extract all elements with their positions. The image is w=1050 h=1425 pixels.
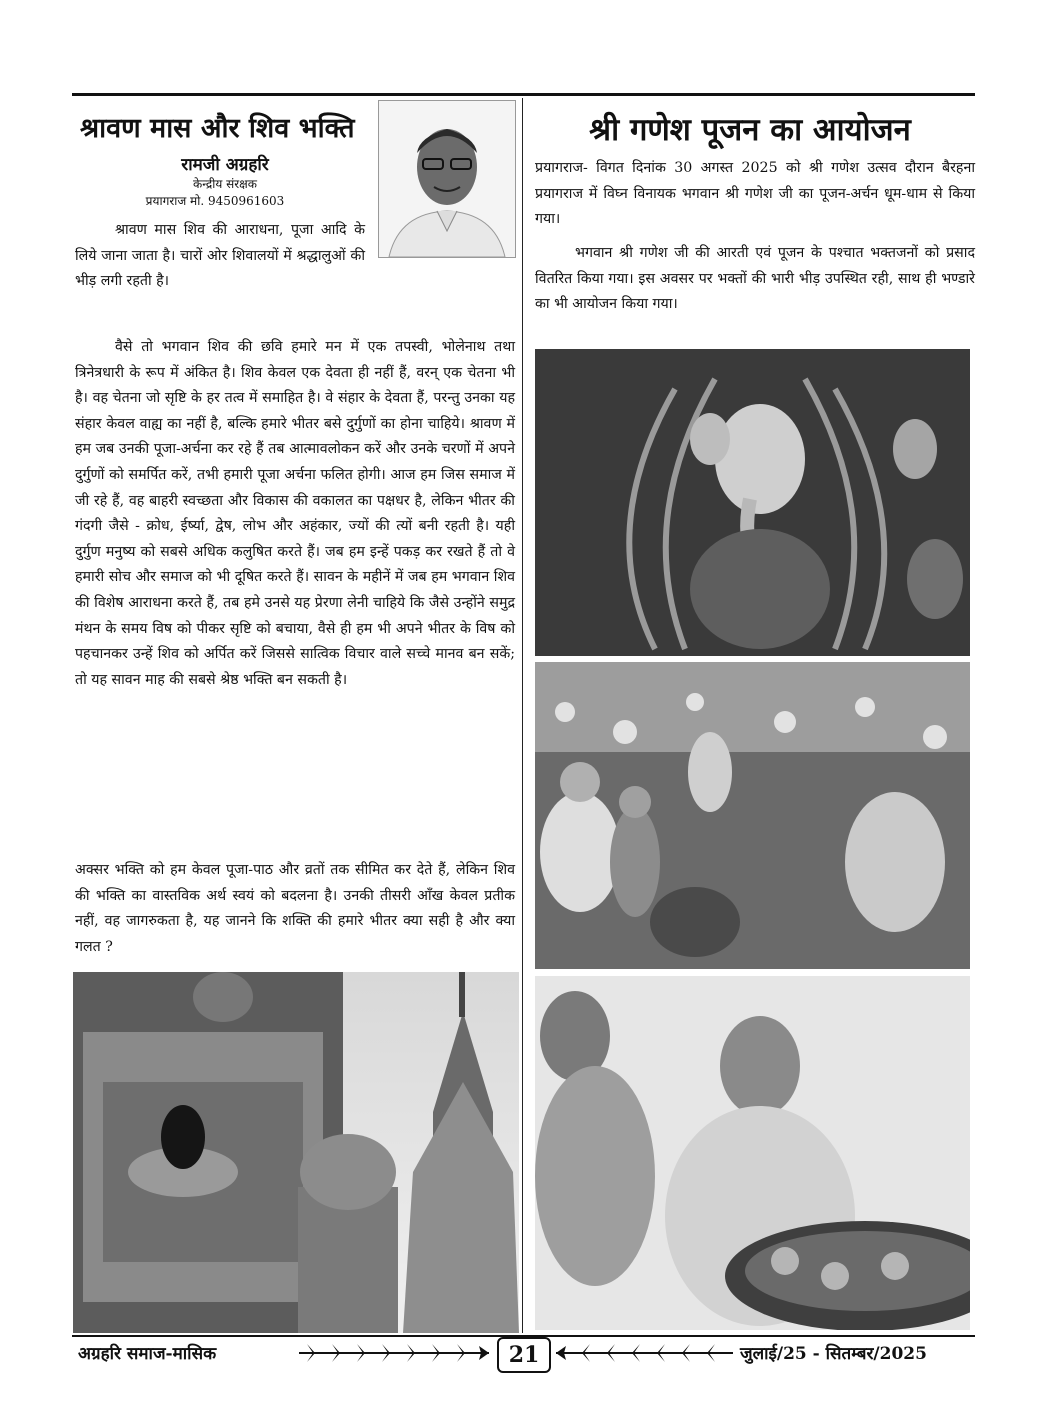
puja-ceremony-photo: [535, 662, 970, 969]
shivling-temple-image: [73, 972, 519, 1333]
author-portrait-photo: [378, 100, 516, 258]
left-article-title: श्रावण मास और शिव भक्ति: [80, 113, 355, 144]
right-paragraph-2: भगवान श्री गणेश जी की आरती एवं पूजन के पश्चात भक्तजनों को प्रसाद वितरित किया गया। इस अवसर पर भक्तों की भारी भीड़ उपस्थित रही, साथ ही भण्डारे का भी आयोजन किया गया।: [535, 245, 975, 313]
prasad-distribution-photo: [535, 976, 970, 1330]
left-paragraph-2: वैसे तो भगवान शिव की छवि हमारे मन में एक तपस्वी, भोलेनाथ तथा त्रिनेत्रधारी के रूप में अंकित है। शिव केवल एक देवता ही नहीं हैं, वरन् एक चेतना भी है। वह चेतना जो सृष्टि के हर तत्व में समाहित है। वे संहार के देवता हैं, परन्तु उनका यह संहार केवल वाह्य का नहीं है, बल्कि हमारे भीतर बसे दुर्गुणों का होना चाहिये। श्रावण में हम जब उनकी पूजा-अर्चना कर रहे हैं तब आत्मावलोकन करें और उनके चरणों में अपने दुर्गुणों को समर्पित करें, तभी हमारी पूजा अर्चना फलित होगी। आज हम जिस समाज में जी रहे हैं, वह बाहरी स्वच्छता और विकास की वकालत का पक्षधर है, लेकिन भीतर की गंदगी जैसे - क्रोध, ईर्ष्या, द्वेष, लोभ और अहंकार, ज्यों की त्यों बनी रहती है। यही दुर्गुण मनुष्य को सबसे अधिक कलुषित करते हैं। जब हम इन्हें पकड़ कर रखते हैं तो वे हमारी सोच और समाज को भी दूषित करते हैं। सावन के महीनें में जब हम भगवान शिव की विशेष आराधना करते हैं, तब हमे उनसे यह प्रेरणा लेनी चाहिये कि जैसे उन्होंने समुद्र मंथन के समय विष को पीकर सृष्टि को बचाया, वैसे ही हम भी अपने भीतर के विष को पहचानकर उन्हें शिव को अर्पित करें जिससे सात्विक विचार वाले सच्चे मानव बन सकें; तो यह सावन माह की सबसे श्रेष्ठ भक्ति बन सकती है।: [75, 339, 515, 688]
left-paragraph-3: अक्सर भक्ति को हम केवल पूजा-पाठ और व्रतों तक सीमित कर देते हैं, लेकिन शिव की भक्ति का वास्तविक अर्थ स्वयं को बदलना है। उनकी तीसरी आँख केवल प्रतीक नहीं, वह जागरुकता है, यह जानने कि शक्ति की हमारे भीतर क्या सही है और क्या गलत ?: [75, 862, 515, 955]
right-article-title: श्री गणेश पूजन का आयोजन: [589, 112, 911, 148]
author-name: रामजी अग्रहरि: [181, 155, 269, 175]
author-portrait-image: [379, 101, 515, 257]
left-paragraph-1: श्रावण मास शिव की आराधना, पूजा आदि के लिये जाना जाता है। चारों ओर शिवालयों में श्रद्धालुओं की भीड़ लगी रहती है।: [75, 222, 365, 290]
ganesh-idol-image: [535, 349, 970, 656]
puja-ceremony-image: [535, 662, 970, 969]
footer-issue-date: जुलाई/25 - सितम्बर/2025: [740, 1344, 927, 1364]
prasad-distribution-image: [535, 976, 970, 1330]
author-role: केन्द्रीय संरक्षक: [192, 177, 258, 191]
page-number: 21: [497, 1337, 551, 1373]
footer-ornament-left: [295, 1340, 493, 1366]
column-divider: [522, 98, 523, 1333]
footer-ornament-right: [552, 1340, 737, 1366]
author-contact: प्रयागराज मो. 9450961603: [145, 194, 285, 208]
top-rule: [72, 93, 975, 96]
ganesh-idol-photo: [535, 349, 970, 656]
right-paragraph-1: प्रयागराज- विगत दिनांक 30 अगस्त 2025 को श्री गणेश उत्सव दौरान बैरहना प्रयागराज में विघ्न विनायक भगवान श्री गणेश जी का पूजन-अर्चन धूम-धाम से किया गया।: [535, 160, 975, 228]
shivling-temple-photo: [73, 972, 519, 1333]
footer-publication-name: अग्रहरि समाज-मासिक: [78, 1344, 217, 1364]
